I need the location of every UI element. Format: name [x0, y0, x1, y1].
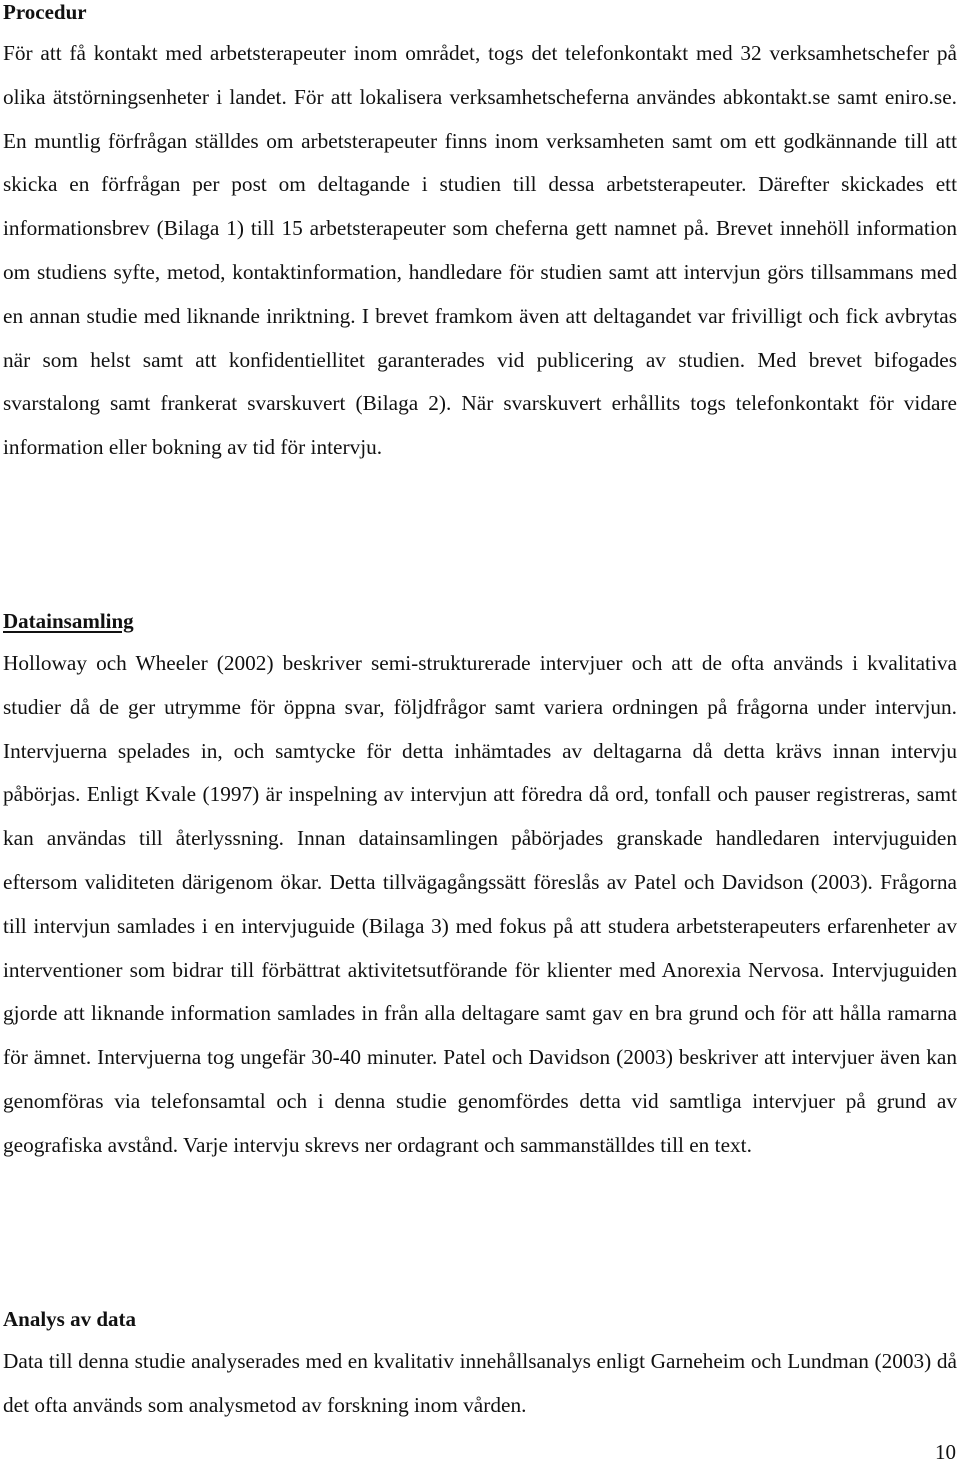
section-body-procedur: För att få kontakt med arbetsterapeuter inom området, togs det telefonkontakt med 32 verksamhetschefer på olika ätstörningsenheter i landet. För att lokalisera verksamhetscheferna användes abkontakt.se samt eniro.se. En muntlig förfrågan ställdes om arbetsterapeuter finns inom verksamheten samt om ett godkännande till att skicka en förfrågan per post om deltagande i studien till dessa arbetsterapeuter. Därefter skickades ett informationsbrev (Bilaga 1) till 15 arbetsterapeuter som cheferna gett namnet på. Brevet innehöll information om studiens syfte, metod, kontaktinformation, handledare för studien samt att intervjun görs tillsammans med en annan studie med liknande inriktning. I brevet framkom även att deltagandet var frivilligt och fick avbrytas när som helst samt att konfidentiellitet garanterades vid publicering av studien. Med brevet bifogades svarstalong samt frankerat svarskuvert (Bilaga 2). När svarskuvert erhållits togs telefonkontakt för vidare information eller bokning av tid för intervju.	[3, 41, 957, 460]
section-heading-procedur: Procedur	[3, 0, 87, 24]
section-body-datainsamling: Holloway och Wheeler (2002) beskriver semi-strukturerade intervjuer och att de ofta används i kvalitativa studier då de ger utrymme för öppna svar, följdfrågor samt variera ordningen på frågorna under intervjun. Intervjuerna spelades in, och samtycke för detta inhämtades av deltagarna då detta krävs innan intervju påbörjas. Enligt Kvale (1997) är inspelning av intervjun att föredra då ord, tonfall och pauser registreras, samt kan användas till återlyssning. Innan datainsamlingen påbörjades granskade handledaren intervjuguiden eftersom validiteten därigenom ökar. Detta tillvägagångssätt föreslås av Patel och Davidson (2003). Frågorna till intervjun samlades i en intervjuguide (Bilaga 3) med fokus på att studera arbetsterapeuters erfarenheter av interventioner som bidrar till förbättrat aktivitetsutförande för klienter med Anorexia Nervosa. Intervjuguiden gjorde att liknande information samlades in från alla deltagare samt gav en bra grund och för att hålla ramarna för ämnet. Intervjuerna tog ungefär 30-40 minuter. Patel och Davidson (2003) beskriver att intervjuer även kan genomföras via telefonsamtal och i denna studie genomfördes detta vid samtliga intervjuer på grund av geografiska avstånd. Varje intervju skrevs ner ordagrant och sammanställdes till en text.	[3, 651, 957, 1157]
section-heading-analys-av-data: Analys av data	[3, 1307, 137, 1331]
section-body-analys-av-data: Data till denna studie analyserades med en kvalitativ innehållsanalys enligt Garneheim och Lundman (2003) då det ofta används som analysmetod av forskning inom vården.	[3, 1349, 957, 1417]
section-heading-datainsamling: Datainsamling	[3, 609, 134, 633]
page-number: 10	[935, 1440, 956, 1464]
